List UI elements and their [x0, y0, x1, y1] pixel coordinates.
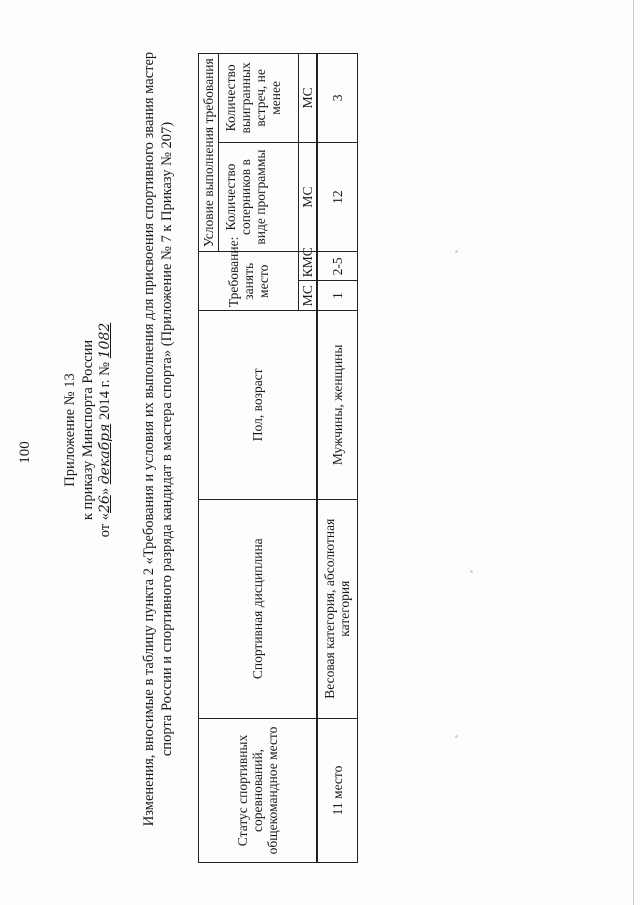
heading-line-2: спорта России и спортивного разряда кандидат в мастера спорта» (Приложение № 7 к Приказу № 207) — [159, 121, 175, 757]
cell-req-ms: 1 — [317, 281, 357, 311]
cell-discipline: Весовая категория, абсолютная категория — [317, 499, 357, 718]
date-prefix: от « — [97, 513, 113, 538]
date-year: 2014 г. № — [97, 361, 113, 421]
header-req-kms: КМС — [299, 252, 318, 281]
requirements-table — [198, 53, 358, 863]
cell-opponents-ms: 12 — [317, 142, 357, 252]
header-requirement: Требование: занять место — [199, 252, 299, 311]
header-status: Статус спортивных соревнований, общекомандное место — [199, 718, 318, 862]
document-heading — [140, 29, 176, 849]
appendix-block — [62, 315, 115, 545]
header-wins: Количество выигранных встреч, не менее — [219, 54, 299, 143]
cell-sex-age: Мужчины, женщины — [317, 311, 357, 499]
header-sex-age: Пол, возраст — [199, 311, 318, 499]
header-opponents: Количество соперников в виде программы — [219, 142, 299, 252]
header-req-ms: МС — [299, 281, 318, 311]
appendix-date-line — [97, 315, 115, 545]
table-row — [317, 54, 357, 863]
cell-req-kms: 2-5 — [317, 252, 357, 281]
handwritten-month: декабря — [97, 423, 113, 485]
header-opponents-ms: МС — [299, 142, 318, 252]
cell-wins-ms: 3 — [317, 54, 357, 143]
header-discipline: Спортивная дисциплина — [199, 499, 318, 718]
header-wins-ms: МС — [299, 54, 318, 143]
appendix-title: Приложение № 13 — [62, 373, 78, 487]
page-number: 100 — [17, 441, 33, 464]
appendix-order-ref: к приказу Минспорта России — [79, 339, 96, 521]
heading-line-1: Изменения, вносимые в таблицу пункта 2 «Требования и условия их выполнения для присвоения спортивного звания мастер — [141, 51, 157, 827]
date-close: » — [97, 487, 113, 496]
cell-status: 11 место — [317, 718, 357, 862]
handwritten-number: 1082 — [97, 322, 113, 359]
handwritten-day: 26 — [97, 495, 113, 513]
header-conditions: Условие выполнения требования — [199, 54, 219, 252]
